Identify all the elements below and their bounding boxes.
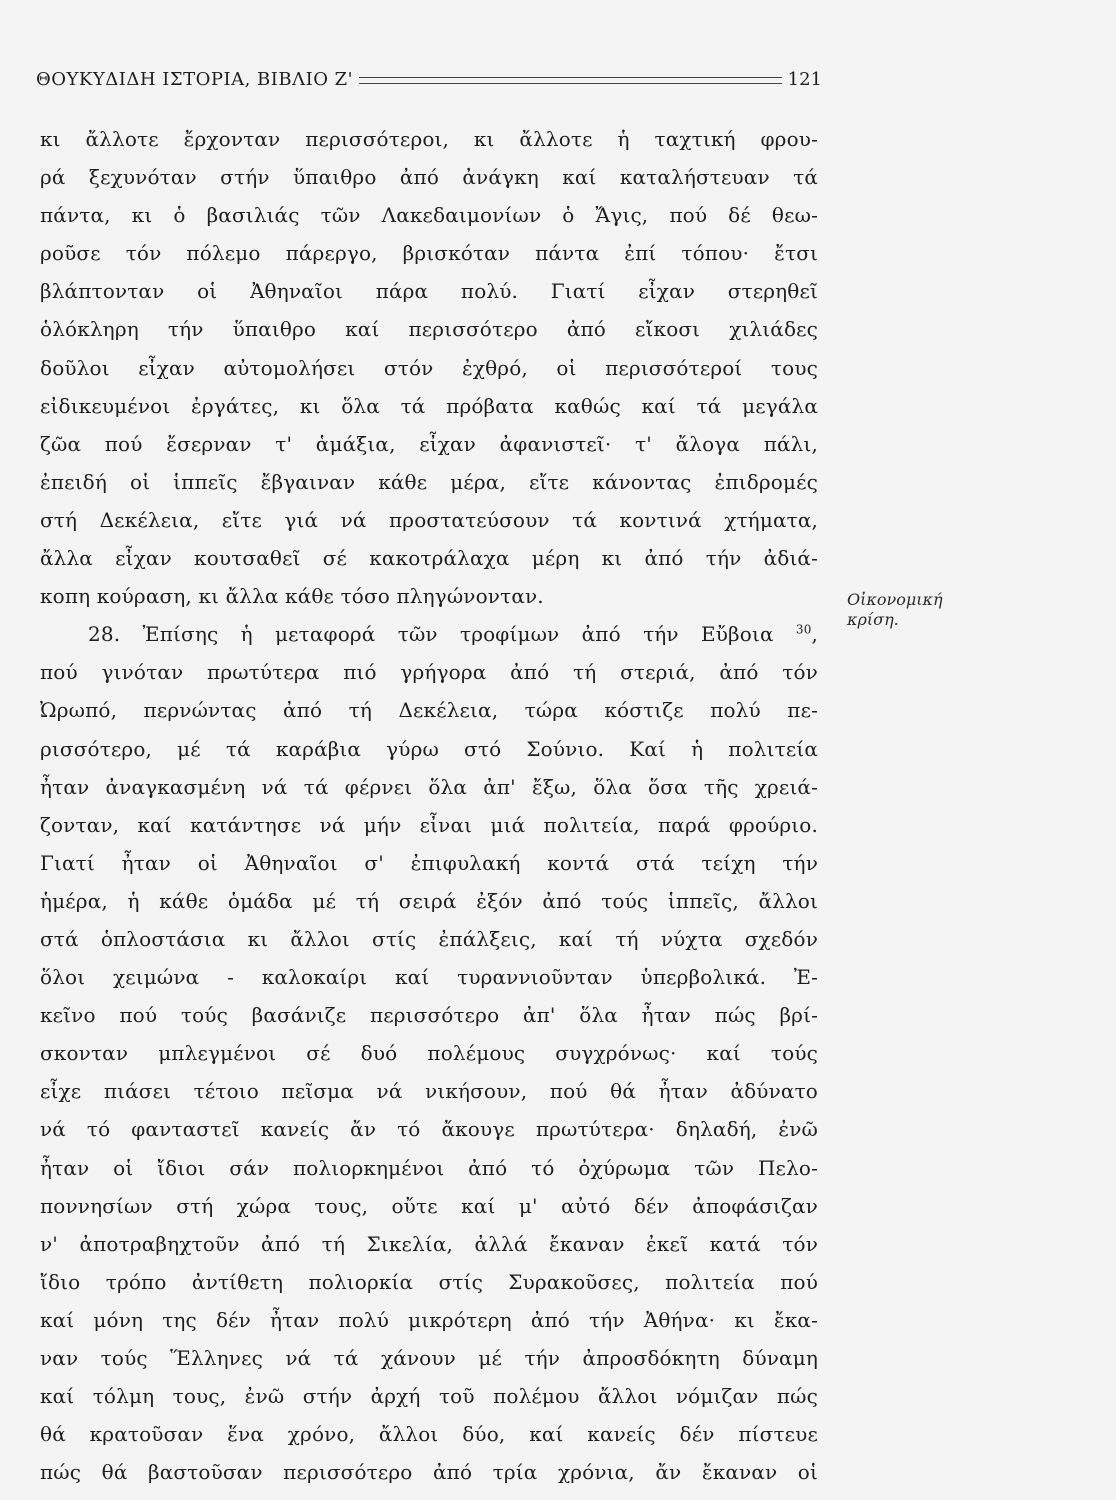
header-rule	[359, 77, 782, 84]
text-line: ναν τούς Ἕλληνες νά τά χάνουν μέ τήν ἀπροσδόκητη δύναμη	[40, 1346, 818, 1370]
text-line: ρά ξεχυνόταν στήν ὕπαιθρο ἀπό ἀνάγκη καί καταλήστευαν τά	[40, 165, 818, 190]
text-line: στά ὁπλοστάσια κι ἄλλοι στίς ἐπάλξεις, καί τή νύχτα σχεδόν	[40, 926, 818, 951]
text-line: θά κρατοῦσαν ἕνα χρόνο, ἄλλοι δύο, καί κανείς δέν πίστευε	[40, 1422, 818, 1447]
text-line: ζῶα πού ἔσερναν τ' ἁμάξια, εἶχαν ἀφανιστεῖ· τ' ἄλογα πάλι,	[40, 431, 818, 456]
text-line: ρισσότερο, μέ τά καράβια γύρω στό Σούνιο. Καί ἡ πολιτεία	[40, 736, 818, 761]
text-line: Γιατί ἦταν οἱ Ἀθηναῖοι σ' ἐπιφυλακή κοντά στά τείχη τήν	[40, 850, 818, 875]
text-line: ποννησίων στή χώρα τους, οὔτε καί μ' αὐτό δέν ἀποφάσιζαν	[40, 1193, 818, 1218]
text-line: βλάπτονταν οἱ Ἀθηναῖοι πάρα πολύ. Γιατί εἶχαν στερηθεῖ	[40, 279, 818, 304]
text-line: ἡμέρα, ἡ κάθε ὁμάδα μέ τή σειρά ἐξόν ἀπό τούς ἱππεῖς, ἄλλοι	[40, 888, 818, 913]
footnote-comma: ,	[811, 622, 818, 647]
text-line: στή Δεκέλεια, εἴτε γιά νά προστατεύσουν τά κοντινά χτήματα,	[40, 507, 818, 532]
paragraph-start-line	[40, 615, 818, 653]
page-header	[36, 64, 822, 94]
text-line: κεῖνο πού τούς βασάνιζε περισσότερο ἀπ' ὅλα ἦταν πώς βρί-	[40, 1003, 818, 1028]
text-line: πού γινόταν πρωτύτερα πιό γρήγορα ἀπό τή στεριά, ἀπό τόν	[40, 660, 818, 685]
text-line: ἄλλα εἶχαν κουτσαθεῖ σέ κακοτράλαχα μέρη κι ἀπό τήν ἀδιά-	[40, 546, 818, 571]
text-line: ἦταν οἱ ἴδιοι σάν πολιορκημένοι ἀπό τό ὀχύρωμα τῶν Πελο-	[40, 1155, 818, 1180]
text-line: κι ἄλλοτε ἔρχονταν περισσότεροι, κι ἄλλοτε ἡ ταχτική φρου-	[40, 127, 818, 151]
text-line: σκονταν μπλεγμένοι σέ δυό πολέμους συγχρόνως· καί τούς	[40, 1041, 818, 1066]
text-line: ν' ἀποτραβηχτοῦν ἀπό τή Σικελία, ἀλλά ἔκαναν ἐκεῖ κατά τόν	[40, 1231, 818, 1256]
body-text	[40, 120, 818, 1491]
text-line: πάντα, κι ὁ βασιλιάς τῶν Λακεδαιμονίων ὁ Ἄγις, πού δέ θεω-	[40, 203, 818, 228]
text-line: ὅλοι χειμώνα - καλοκαίρι καί τυραννιοῦνταν ὑπερβολικά. Ἐ-	[40, 965, 818, 990]
text-line: Ὠρωπό, περνώντας ἀπό τή Δεκέλεια, τώρα κόστιζε πολύ πε-	[40, 698, 818, 723]
running-title: ΘΟΥΚΥΔΙΔΗ ΙΣΤΟΡΙΑ, ΒΙΒΛΙΟ Ζ'	[36, 68, 354, 90]
footnote-reference: 30	[795, 622, 812, 637]
text-line: πώς θά βαστοῦσαν περισσότερο ἀπό τρία χρόνια, ἄν ἔκαναν οἱ	[40, 1460, 818, 1485]
text-line: ἐπειδή οἱ ἱππεῖς ἔβγαιναν κάθε μέρα, εἴτε κάνοντας ἐπιδρομές	[40, 469, 818, 494]
text-line: ἦταν ἀναγκασμένη νά τά φέρνει ὅλα ἀπ' ἔξω, ὅλα ὅσα τῆς χρειά-	[40, 774, 818, 799]
text-line: εἰδικευμένοι ἐργάτες, κι ὅλα τά πρόβατα καθώς καί τά μεγάλα	[40, 393, 818, 418]
text-line: καί μόνη της δέν ἦταν πολύ μικρότερη ἀπό τήν Ἀθήνα· κι ἔκα-	[40, 1307, 818, 1332]
margin-note: Οἰκονομική κρίση.	[847, 590, 943, 629]
text-line-content: 28. Ἐπίσης ἡ μεταφορά τῶν τροφίμων ἀπό τήν Εὔβοια	[88, 622, 774, 647]
text-line: νά τό φανταστεῖ κανείς ἄν τό ἄκουγε πρωτύτερα· δηλαδή, ἐνῶ	[40, 1117, 818, 1142]
text-line: ἴδιο τρόπο ἀντίθετη πολιορκία στίς Συρακοῦσες, πολιτεία πού	[40, 1269, 818, 1294]
text-line: καί τόλμη τους, ἐνῶ στήν ἀρχή τοῦ πολέμου ἄλλοι νόμιζαν πώς	[40, 1384, 818, 1409]
text-line: ροῦσε τόν πόλεμο πάρεργο, βρισκόταν πάντα ἐπί τόπου· ἔτσι	[40, 241, 818, 266]
text-line: εἶχε πιάσει τέτοιο πεῖσμα νά νικήσουν, πού θά ἦταν ἀδύνατο	[40, 1079, 818, 1104]
page-number: 121	[787, 68, 822, 90]
text-line: κοπη κούραση, κι ἄλλα κάθε τόσο πληγώνονταν.	[40, 584, 544, 609]
text-line: δοῦλοι εἶχαν αὐτομολήσει στόν ἐχθρό, οἱ περισσότεροί τους	[40, 355, 818, 380]
text-line: ζονταν, καί κατάντησε νά μήν εἶναι μιά πολιτεία, παρά φρούριο.	[40, 812, 818, 837]
text-line: ὁλόκληρη τήν ὕπαιθρο καί περισσότερο ἀπό εἴκοσι χιλιάδες	[40, 317, 818, 342]
